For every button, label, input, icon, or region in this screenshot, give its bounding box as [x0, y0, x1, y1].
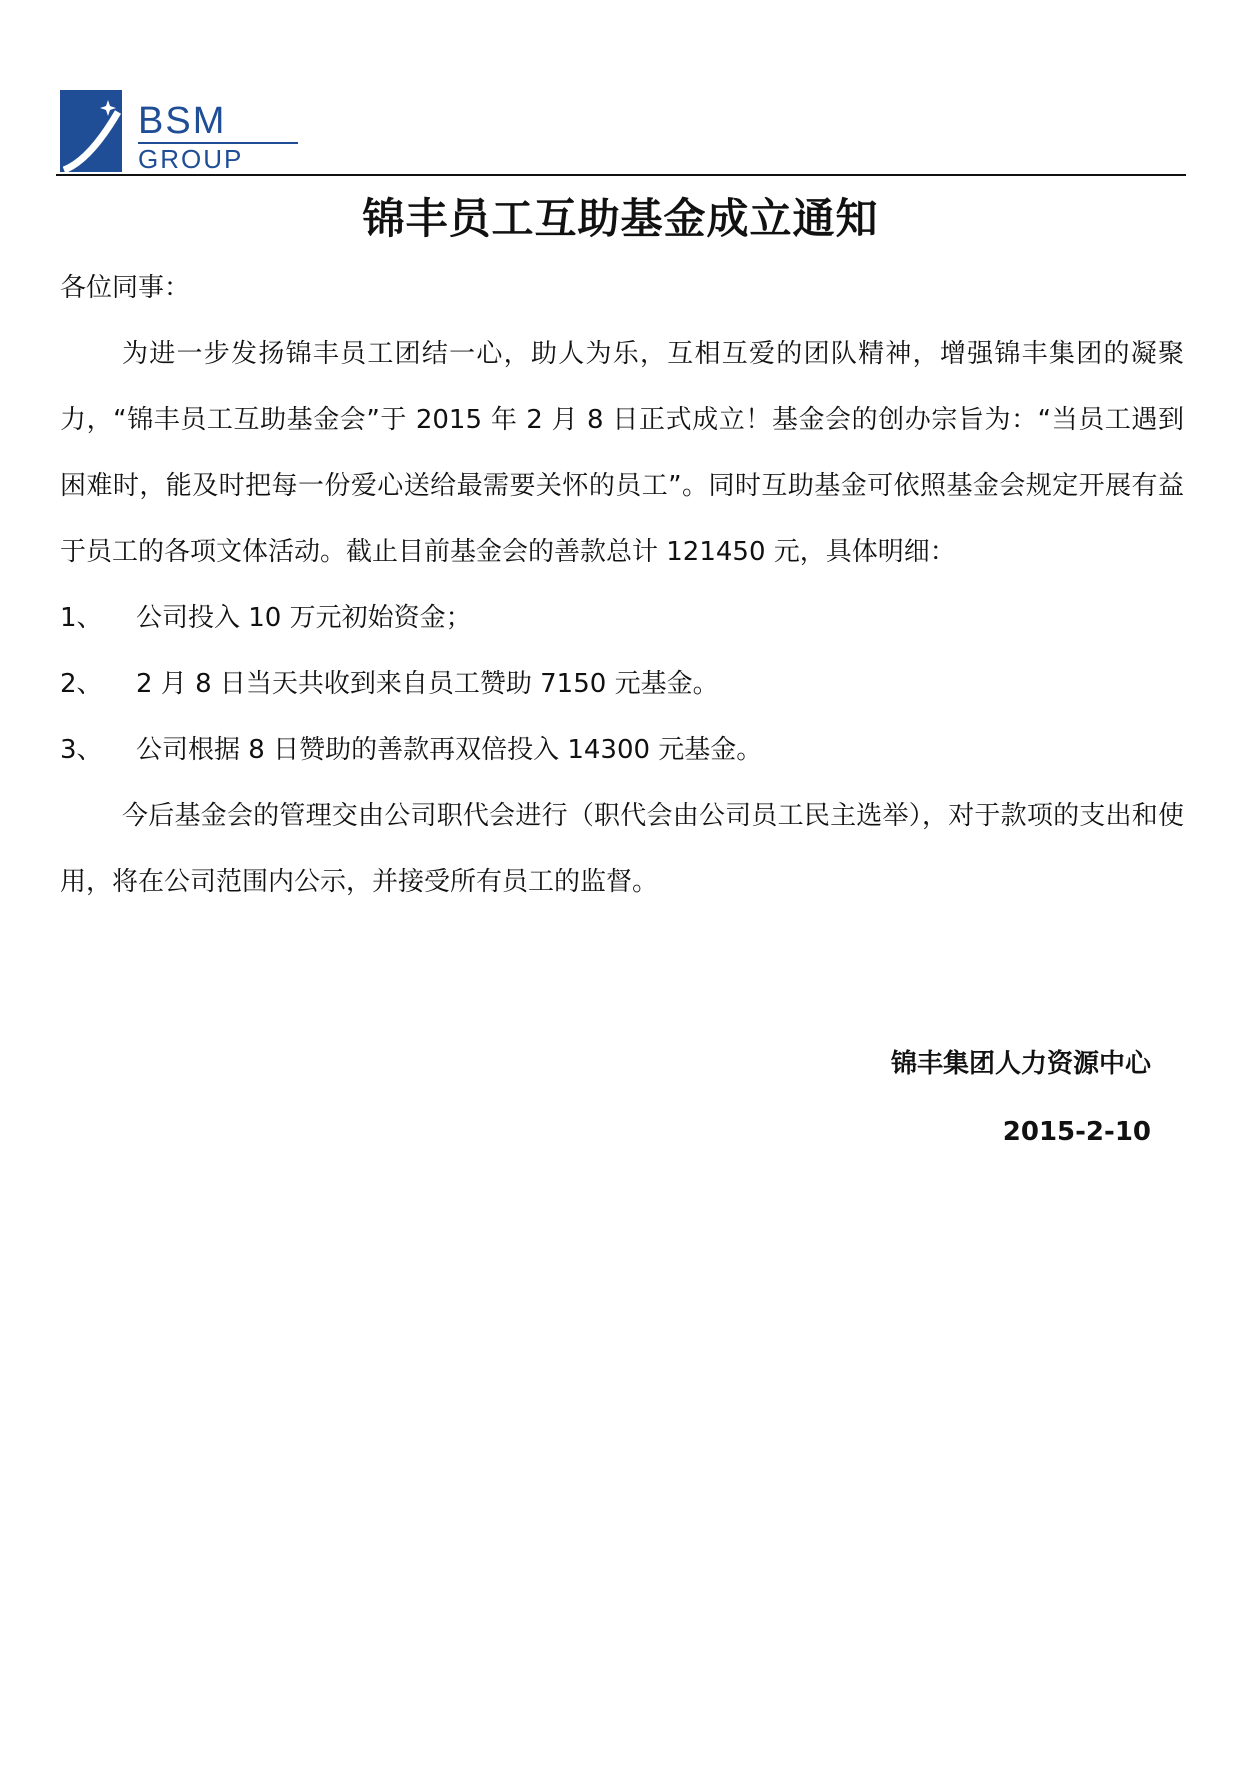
- company-logo: [60, 90, 260, 172]
- list-text: 公司根据 8 日赞助的善款再双倍投入 14300 元基金。: [136, 735, 763, 765]
- header-divider: [56, 174, 1186, 176]
- list-number: 2、: [60, 669, 103, 699]
- list-number: 3、: [60, 735, 103, 765]
- intro-paragraph: 为进一步发扬锦丰员工团结一心，助人为乐，互相互爱的团队精神，增强锦丰集团的凝聚力，“锦丰员工互助基金会”于 2015 年 2 月 8 日正式成立！基金会的创办宗旨为：“当员工遇到困难时，能及时把每一份爱心送给最需要关怀的员工”。同时互助基金可依照基金会规定开展有益于员工的各项文体活动。截止目前基金会的善款总计 121450 元，具体明细：: [60, 339, 1184, 567]
- list-number: 1、: [60, 603, 103, 633]
- document-title: 锦丰员工互助基金成立通知: [362, 194, 879, 243]
- list-item: [60, 717, 1184, 783]
- signature-date: 2015-2-10: [1002, 1117, 1151, 1147]
- logo-brand-text: BSM: [138, 100, 227, 142]
- logo-group-text: GROUP: [138, 144, 244, 174]
- document-body: [60, 255, 1184, 915]
- closing-paragraph: 今后基金会的管理交由公司职代会进行（职代会由公司员工民主选举），对于款项的支出和使用，将在公司范围内公示，并接受所有员工的监督。: [60, 801, 1184, 897]
- greeting: 各位同事：: [60, 273, 191, 303]
- list-text: 2 月 8 日当天共收到来自员工赞助 7150 元基金。: [136, 669, 719, 699]
- signature-org: 锦丰集团人力资源中心: [890, 1049, 1151, 1079]
- list-item: [60, 585, 1184, 651]
- list-text: 公司投入 10 万元初始资金；: [136, 603, 472, 633]
- signature-block: [891, 1030, 1151, 1166]
- bsm-logo-icon: [60, 90, 122, 172]
- list-item: [60, 651, 1184, 717]
